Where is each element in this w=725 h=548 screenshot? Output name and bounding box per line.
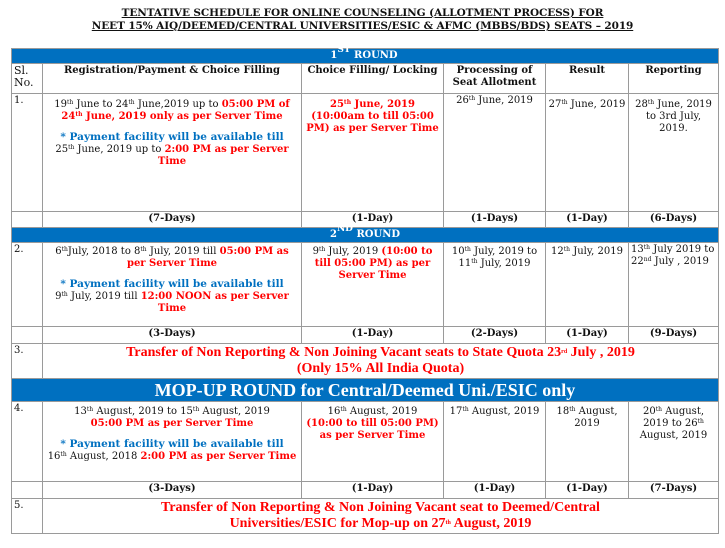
round2-days-reporting: (9-Days) bbox=[629, 327, 719, 344]
mopup-days-choice: (1-Day) bbox=[302, 482, 444, 499]
round2-days-choice: (1-Day) bbox=[302, 327, 444, 344]
round1-band-label: ROUND bbox=[354, 50, 398, 61]
round2-reporting: 13th July 2019 to 22nd July , 2019 bbox=[629, 243, 719, 327]
row5-message: Transfer of Non Reporting & Non Joining Vacant seat to Deemed/Central Universities/ESIC for Mop-up on 27th August, 2019 bbox=[43, 499, 719, 534]
mopup-days-row bbox=[12, 482, 719, 499]
sl-no: 2. bbox=[12, 243, 43, 327]
round1-row bbox=[12, 94, 719, 212]
round2-row bbox=[12, 243, 719, 327]
round1-band-num: 1 bbox=[330, 50, 338, 61]
document-title bbox=[0, 7, 725, 33]
mopup-reporting: 20th August, 2019 to 26th August, 2019 bbox=[629, 402, 719, 482]
mopup-processing: 17th August, 2019 bbox=[444, 402, 546, 482]
row5-mopup-transfer bbox=[12, 499, 719, 534]
col-processing: Processing of Seat Allotment bbox=[444, 64, 546, 94]
title-line-1: TENTATIVE SCHEDULE FOR ONLINE COUNSELING (ALLOTMENT PROCESS) FOR bbox=[121, 7, 604, 19]
mopup-registration: 13th August, 2019 to 15th August, 2019 05:00 PM as per Server Time * Payment facility will be available till 16th August, 2018 2:00 PM as per Server Time bbox=[43, 402, 302, 482]
mopup-row bbox=[12, 402, 719, 482]
round1-registration: 19th June to 24th June,2019 up to 05:00 PM of 24th June, 2019 only as per Server Time * Payment facility will be available till 25th June, 2019 up to 2:00 PM as per Server Time bbox=[43, 94, 302, 212]
round2-band-label: ROUND bbox=[356, 229, 401, 240]
schedule-table bbox=[11, 45, 719, 534]
sl-no: 3. bbox=[12, 344, 43, 379]
title-line-2: NEET 15% AIQ/DEEMED/CENTRAL UNIVERSITIES/ESIC & AFMC (MBBS/BDS) SEATS – 2019 bbox=[91, 20, 634, 32]
round2-days-result: (1-Day) bbox=[546, 327, 629, 344]
mopup-choice-filling: 16th August, 2019 (10:00 to till 05:00 PM) as per Server Time bbox=[302, 402, 444, 482]
round2-days-row bbox=[12, 327, 719, 344]
round1-days-choice: (1-Day) bbox=[302, 212, 444, 228]
col-registration: Registration/Payment & Choice Filling bbox=[43, 64, 302, 94]
round1-days-result: (1-Day) bbox=[546, 212, 629, 228]
column-header-row bbox=[12, 64, 719, 94]
round2-band: 2ND ROUND bbox=[12, 228, 719, 243]
round2-processing: 10th July, 2019 to 11th July, 2019 bbox=[444, 243, 546, 327]
mopup-band-label: MOP-UP ROUND for Central/Deemed Uni./ESIC only bbox=[12, 379, 719, 402]
mopup-days-result: (1-Day) bbox=[546, 482, 629, 499]
round1-days-row bbox=[12, 212, 719, 228]
sl-no: 5. bbox=[12, 499, 43, 534]
round1-days-processing: (1-Days) bbox=[444, 212, 546, 228]
round1-days-registration: (7-Days) bbox=[43, 212, 302, 228]
mopup-days-reporting: (7-Days) bbox=[629, 482, 719, 499]
payment-note: * Payment facility will be available till bbox=[60, 278, 284, 290]
sl-no: 4. bbox=[12, 402, 43, 482]
round2-choice-filling: 9th July, 2019 (10:00 to till 05:00 PM) as per Server Time bbox=[302, 243, 444, 327]
round2-registration: 6thJuly, 2018 to 8th July, 2019 till 05:00 PM as per Server Time * Payment facility will be available till 9th July, 2019 till 12:00 NOON as per Server Time bbox=[43, 243, 302, 327]
round2-days-processing: (2-Days) bbox=[444, 327, 546, 344]
round1-reporting: 28th June, 2019 to 3rd July, 2019. bbox=[629, 94, 719, 212]
mopup-band bbox=[12, 379, 719, 402]
row3-state-quota-transfer bbox=[12, 344, 719, 379]
round1-result: 27th June, 2019 bbox=[546, 94, 629, 212]
mopup-days-registration: (3-Days) bbox=[43, 482, 302, 499]
mopup-days-processing: (1-Day) bbox=[444, 482, 546, 499]
col-choice-filling: Choice Filling/ Locking bbox=[302, 64, 444, 94]
round2-days-registration: (3-Days) bbox=[43, 327, 302, 344]
mopup-result: 18th August, 2019 bbox=[546, 402, 629, 482]
round1-choice-filling: 25th June, 2019 (10:00am to till 05:00 PM) as per Server Time bbox=[302, 94, 444, 212]
round2-result: 12th July, 2019 bbox=[546, 243, 629, 327]
col-result: Result bbox=[546, 64, 629, 94]
round1-days-reporting: (6-Days) bbox=[629, 212, 719, 228]
col-sl-no: Sl. No. bbox=[12, 64, 43, 94]
row3-message: Transfer of Non Reporting & Non Joining Vacant seats to State Quota 23rd July , 2019 (Only 15% All India Quota) bbox=[43, 344, 719, 379]
col-reporting: Reporting bbox=[629, 64, 719, 94]
payment-note: * Payment facility will be available till bbox=[60, 438, 284, 450]
round1-band: 1ST ROUND bbox=[12, 49, 719, 64]
round2-band-num: 2 bbox=[329, 229, 337, 240]
payment-note: * Payment facility will be available till bbox=[60, 131, 284, 143]
sl-no: 1. bbox=[12, 94, 43, 212]
round1-processing: 26th June, 2019 bbox=[444, 94, 546, 212]
